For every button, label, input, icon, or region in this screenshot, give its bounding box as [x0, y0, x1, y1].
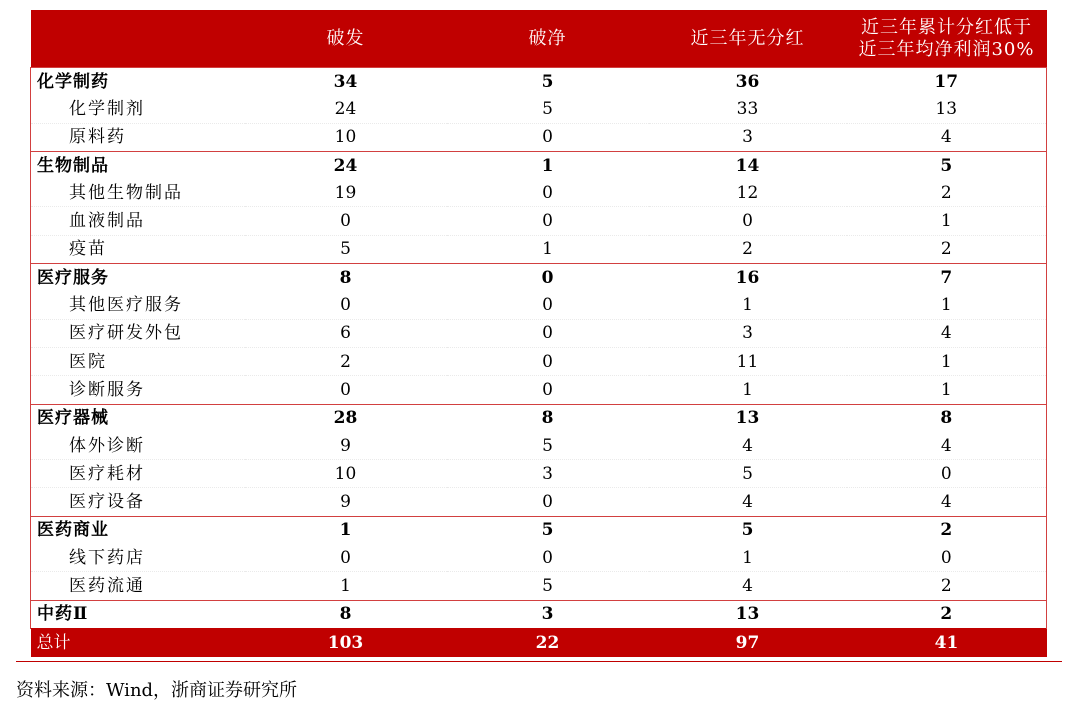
value-cell: 0: [245, 207, 447, 235]
total-value: 103: [245, 628, 447, 657]
value-cell: 1: [847, 347, 1047, 375]
value-cell: 2: [847, 572, 1047, 600]
value-cell: 28: [245, 404, 447, 432]
value-cell: 33: [649, 95, 847, 123]
row-label: 线下药店: [31, 544, 245, 572]
value-cell: 0: [245, 544, 447, 572]
value-cell: 34: [245, 68, 447, 96]
subcategory-row: [31, 95, 1047, 123]
row-label: 其他生物制品: [31, 179, 245, 207]
value-cell: 8: [245, 264, 447, 292]
value-cell: 5: [245, 235, 447, 263]
value-cell: 1: [649, 291, 847, 319]
subcategory-row: [31, 235, 1047, 263]
value-cell: 1: [649, 544, 847, 572]
value-cell: 24: [245, 151, 447, 179]
value-cell: 0: [447, 207, 649, 235]
total-value: 97: [649, 628, 847, 657]
row-label: 医疗耗材: [31, 460, 245, 488]
value-cell: 1: [649, 376, 847, 404]
value-cell: 0: [447, 347, 649, 375]
value-cell: 2: [847, 235, 1047, 263]
value-cell: 5: [447, 95, 649, 123]
value-cell: 0: [447, 264, 649, 292]
category-row: [31, 516, 1047, 544]
value-cell: 0: [447, 376, 649, 404]
subcategory-row: [31, 572, 1047, 600]
value-cell: 5: [447, 572, 649, 600]
source-note: 资料来源：Wind，浙商证券研究所: [16, 680, 298, 701]
subcategory-row: [31, 207, 1047, 235]
value-cell: 13: [649, 600, 847, 628]
value-cell: 8: [245, 600, 447, 628]
row-label: 血液制品: [31, 207, 245, 235]
value-cell: 2: [245, 347, 447, 375]
row-label: 化学制剂: [31, 95, 245, 123]
value-cell: 4: [847, 488, 1047, 516]
value-cell: 1: [447, 151, 649, 179]
subcategory-row: [31, 544, 1047, 572]
value-cell: 0: [447, 488, 649, 516]
category-row: [31, 600, 1047, 628]
value-cell: 4: [649, 432, 847, 460]
row-label: 医药商业: [31, 516, 245, 544]
row-label: 中药Ⅱ: [31, 600, 245, 628]
header-row: [31, 10, 1047, 68]
subcategory-row: [31, 291, 1047, 319]
header-blank: [31, 10, 245, 68]
row-label: 诊断服务: [31, 376, 245, 404]
value-cell: 13: [649, 404, 847, 432]
category-row: [31, 151, 1047, 179]
value-cell: 0: [447, 291, 649, 319]
value-cell: 4: [649, 488, 847, 516]
value-cell: 12: [649, 179, 847, 207]
value-cell: 14: [649, 151, 847, 179]
value-cell: 4: [847, 319, 1047, 347]
value-cell: 4: [847, 432, 1047, 460]
value-cell: 5: [649, 460, 847, 488]
value-cell: 7: [847, 264, 1047, 292]
row-label: 其他医疗服务: [31, 291, 245, 319]
value-cell: 2: [847, 516, 1047, 544]
value-cell: 1: [447, 235, 649, 263]
row-label: 医院: [31, 347, 245, 375]
header-cell: 破发: [245, 10, 447, 68]
data-table: [30, 10, 1047, 657]
header-line: 近三年累计分红低于: [861, 16, 1032, 38]
subcategory-row: [31, 460, 1047, 488]
value-cell: 3: [447, 600, 649, 628]
category-row: [31, 264, 1047, 292]
value-cell: 0: [447, 544, 649, 572]
header-cell: 破净: [447, 10, 649, 68]
value-cell: 0: [447, 319, 649, 347]
value-cell: 3: [649, 123, 847, 151]
value-cell: 1: [847, 376, 1047, 404]
value-cell: 1: [245, 572, 447, 600]
subcategory-row: [31, 488, 1047, 516]
value-cell: 10: [245, 460, 447, 488]
value-cell: 5: [649, 516, 847, 544]
value-cell: 3: [649, 319, 847, 347]
category-row: [31, 68, 1047, 96]
subcategory-row: [31, 432, 1047, 460]
value-cell: 0: [245, 376, 447, 404]
value-cell: 9: [245, 432, 447, 460]
value-cell: 8: [847, 404, 1047, 432]
value-cell: 16: [649, 264, 847, 292]
value-cell: 1: [245, 516, 447, 544]
subcategory-row: [31, 123, 1047, 151]
row-label: 医疗研发外包: [31, 319, 245, 347]
total-row: [31, 628, 1047, 657]
row-label: 生物制品: [31, 151, 245, 179]
row-label: 医疗设备: [31, 488, 245, 516]
value-cell: 2: [649, 235, 847, 263]
row-label: 化学制药: [31, 68, 245, 96]
value-cell: 1: [847, 207, 1047, 235]
value-cell: 5: [447, 516, 649, 544]
value-cell: 0: [447, 123, 649, 151]
value-cell: 1: [847, 291, 1047, 319]
category-row: [31, 404, 1047, 432]
value-cell: 5: [447, 432, 649, 460]
value-cell: 2: [847, 600, 1047, 628]
value-cell: 6: [245, 319, 447, 347]
footer-divider: [16, 661, 1062, 662]
subcategory-row: [31, 347, 1047, 375]
value-cell: 17: [847, 68, 1047, 96]
subcategory-row: [31, 179, 1047, 207]
value-cell: 19: [245, 179, 447, 207]
value-cell: 0: [649, 207, 847, 235]
row-label: 医药流通: [31, 572, 245, 600]
total-value: 41: [847, 628, 1047, 657]
value-cell: 3: [447, 460, 649, 488]
header-cell-dividend: [847, 10, 1047, 68]
header-cell: 近三年无分红: [649, 10, 847, 68]
value-cell: 0: [447, 179, 649, 207]
value-cell: 10: [245, 123, 447, 151]
header-line: 近三年均净利润30%: [858, 38, 1035, 60]
subcategory-row: [31, 319, 1047, 347]
row-label: 原料药: [31, 123, 245, 151]
value-cell: 0: [245, 291, 447, 319]
total-value: 22: [447, 628, 649, 657]
value-cell: 2: [847, 179, 1047, 207]
value-cell: 5: [447, 68, 649, 96]
value-cell: 9: [245, 488, 447, 516]
value-cell: 0: [847, 460, 1047, 488]
total-label: 总计: [31, 628, 245, 657]
value-cell: 36: [649, 68, 847, 96]
subcategory-row: [31, 376, 1047, 404]
value-cell: 13: [847, 95, 1047, 123]
value-cell: 24: [245, 95, 447, 123]
row-label: 体外诊断: [31, 432, 245, 460]
value-cell: 0: [847, 544, 1047, 572]
row-label: 疫苗: [31, 235, 245, 263]
value-cell: 5: [847, 151, 1047, 179]
value-cell: 4: [649, 572, 847, 600]
row-label: 医疗器械: [31, 404, 245, 432]
value-cell: 11: [649, 347, 847, 375]
value-cell: 4: [847, 123, 1047, 151]
row-label: 医疗服务: [31, 264, 245, 292]
value-cell: 8: [447, 404, 649, 432]
